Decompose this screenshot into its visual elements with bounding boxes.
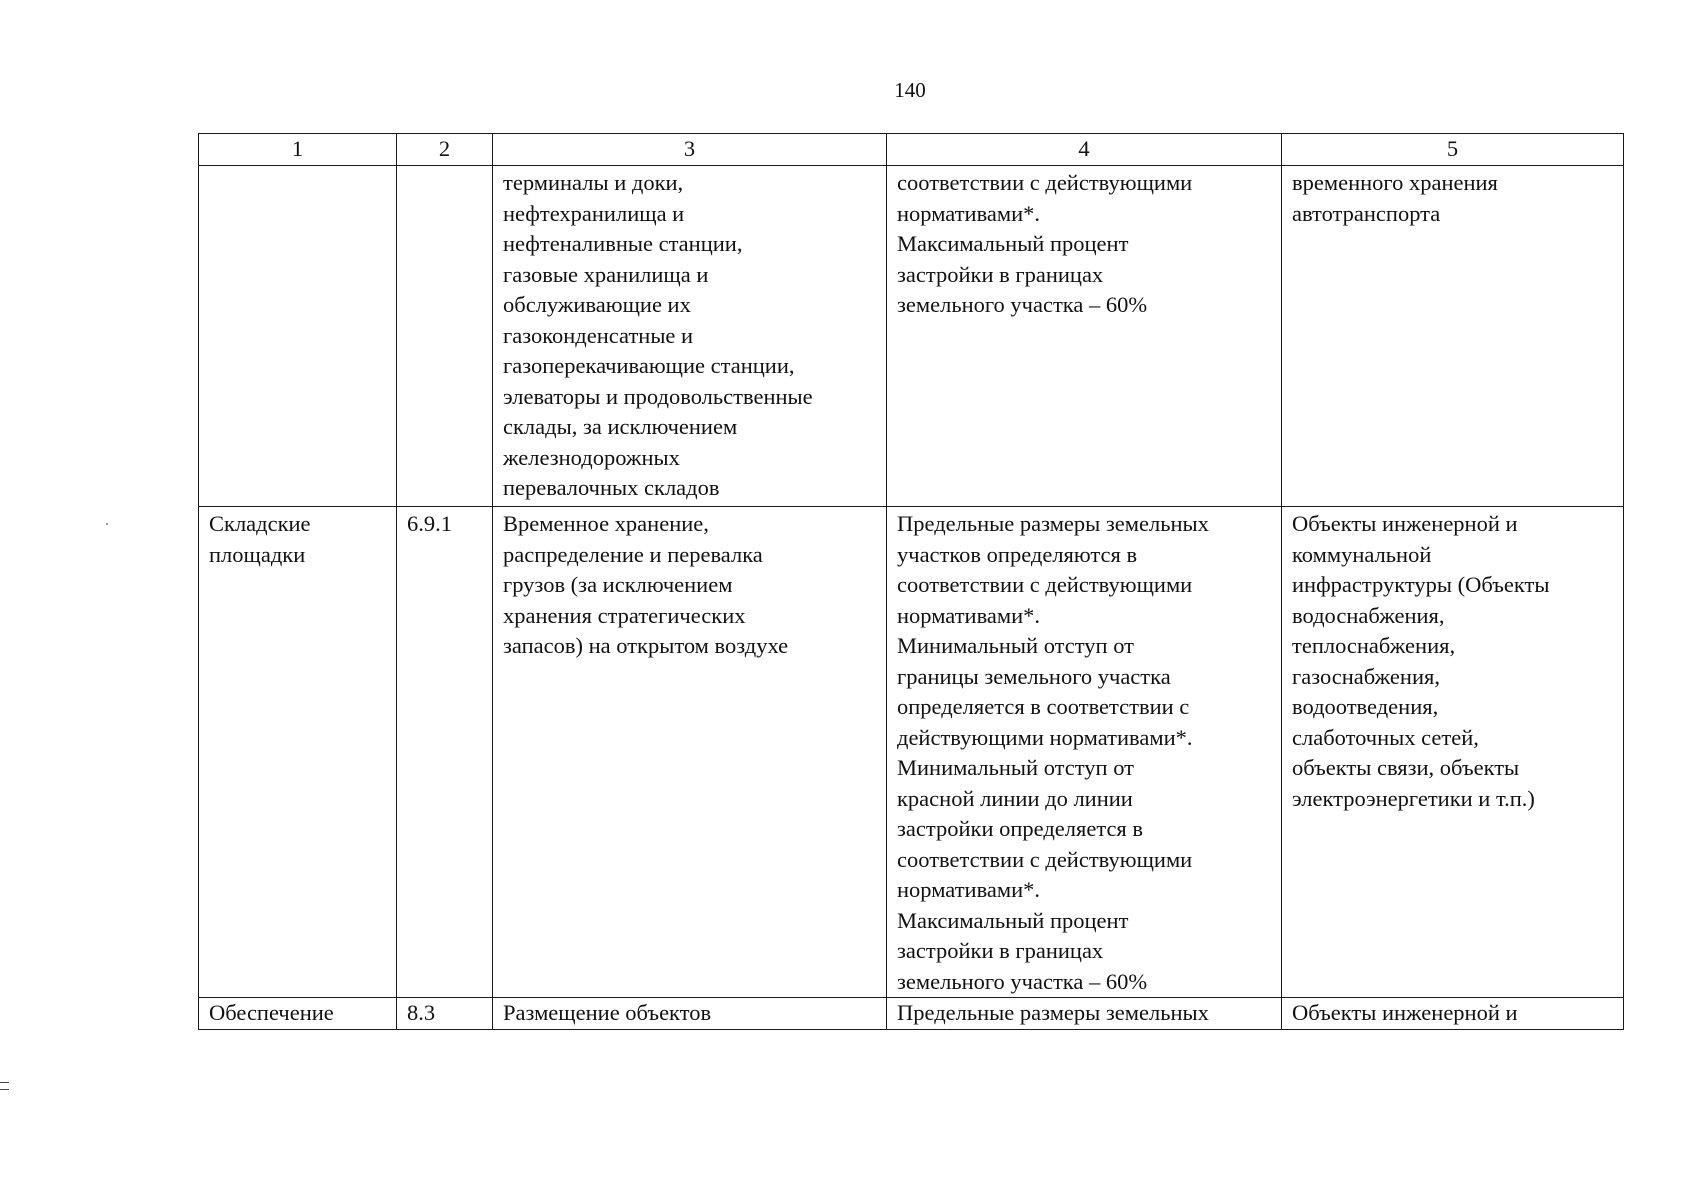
land-use-description-cell — [493, 998, 887, 1030]
column-header-5: 5 — [1282, 134, 1624, 166]
cell-text: Временное хранение, распределение и перевалка грузов (за исключением хранения стратегических запасов) на открытом воздухе — [503, 511, 789, 658]
table-row — [199, 998, 1624, 1030]
auxiliary-uses-cell — [1282, 998, 1624, 1030]
land-use-code-cell — [397, 507, 493, 998]
cell-text: 8.3 — [407, 1000, 436, 1025]
table-row — [199, 166, 1624, 507]
column-header-1: 1 — [199, 134, 397, 166]
cell-text: временного хранения автотранспорта — [1292, 170, 1498, 226]
land-use-description-cell — [493, 507, 887, 998]
cell-text: Объекты инженерной и — [1292, 1000, 1518, 1025]
land-use-code-cell — [397, 166, 493, 507]
parameters-cell — [887, 166, 1282, 507]
cell-text: Объекты инженерной и коммунальной инфраструктуры (Объекты водоснабжения, теплоснабжения, газоснабжения, водоотведения, слаботочных сетей, объекты связи, объекты электроэнергетики и т.п.) — [1292, 511, 1550, 811]
auxiliary-uses-cell — [1282, 507, 1624, 998]
land-use-name-cell — [199, 166, 397, 507]
auxiliary-uses-cell — [1282, 166, 1624, 507]
land-use-name-cell — [199, 507, 397, 998]
parameters-cell — [887, 998, 1282, 1030]
land-use-code-cell — [397, 998, 493, 1030]
land-use-description-cell — [493, 166, 887, 507]
cell-text: терминалы и доки, нефтехранилища и нефтеналивные станции, газовые хранилища и обслуживающие их газоконденсатные и газоперекачивающие станции, элеваторы и продовольственные склады, за исключением железнодорожных перевалочных складов — [503, 170, 813, 500]
zoning-regulations-table — [198, 133, 1624, 1030]
cell-text: Обеспечение — [209, 1000, 334, 1025]
land-use-name-cell — [199, 998, 397, 1030]
table-header-row — [199, 134, 1624, 166]
scan-speck — [106, 523, 108, 525]
table-row — [199, 507, 1624, 998]
page-number: 140 — [894, 78, 926, 102]
column-header-3: 3 — [493, 134, 887, 166]
parameters-cell — [887, 507, 1282, 998]
cell-text: Предельные размеры земельных — [897, 1000, 1209, 1025]
column-header-2: 2 — [397, 134, 493, 166]
cell-text: Складские площадки — [209, 511, 311, 567]
cell-text: 6.9.1 — [407, 511, 452, 536]
column-header-4: 4 — [887, 134, 1282, 166]
cell-text: Предельные размеры земельных участков определяются в соответствии с действующими нормативами*. Минимальный отступ от границы земельного участка определяется в соответствии с действующими нормативами*. Минимальный отступ от красной линии до линии застройки определяется в соответствии с действующими нормативами*. Максимальный процент застройки в границах земельного участка – 60% — [897, 511, 1209, 994]
scan-margin-mark — [0, 1082, 9, 1090]
cell-text: Размещение объектов — [503, 1000, 712, 1025]
cell-text: соответствии с действующими нормативами*. Максимальный процент застройки в границах земельного участка – 60% — [897, 170, 1193, 317]
